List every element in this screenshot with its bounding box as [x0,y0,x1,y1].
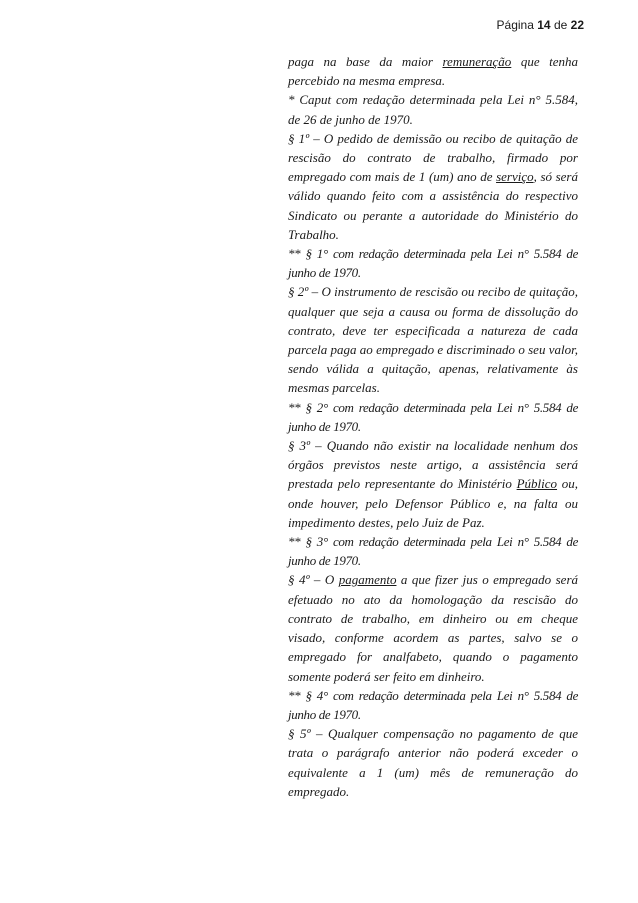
page-number-header [497,18,584,32]
link-remuneracao[interactable]: remuneração [442,54,512,69]
page-label: Página [496,18,534,32]
document-body [288,52,578,801]
note-paragraph-2: ** § 2° com redação determinada pela Lei n° 5.584 de junho de 1970. [288,399,578,434]
note-paragraph-4: ** § 4° com redação determinada pela Lei n° 5.584 de junho de 1970. [288,687,578,722]
current-page-number: 14 [537,18,551,32]
paragraph-4: § 4º – O pagamento a que fizer jus o empregado será efetuado no ato da homologação da rescisão do contrato de trabalho, em dinheiro ou em cheque visado, conforme acordem as partes, salvo se o empregado for analfabeto, quando o pagamento somente poderá ser feito em dinheiro. [288,572,578,684]
paragraph-5: § 5º – Qualquer compensação no pagamento de que trata o parágrafo anterior não poderá exceder o equivalente a 1 (um) mês de remuneração do empregado. [288,726,578,799]
note-caput: * Caput com redação determinada pela Lei n° 5.584, de 26 de junho de 1970. [288,92,578,127]
link-publico[interactable]: Público [516,476,558,492]
paragraph-3: § 3º – Quando não existir na localidade nenhum dos órgãos previstos neste artigo, a assistência será prestada pelo representante do Ministério Público ou, onde houver, pelo Defensor Público e, na falta ou impedimento destes, pelo Juiz de Paz. [288,438,578,530]
paragraph-continuation: paga na base da maior remuneração que tenha percebido na mesma empresa. [288,54,578,89]
note-paragraph-1: ** § 1° com redação determinada pela Lei n° 5.584 de junho de 1970. [288,246,578,281]
paragraph-1: § 1º – O pedido de demissão ou recibo de quitação de rescisão do contrato de trabalho, firmado por empregado com mais de 1 (um) ano de serviço, só será válido quando feito com a assistência do respectivo Sindicato ou perante a autoridade do Ministério do Trabalho. [288,130,578,242]
link-servico[interactable]: serviço [496,169,534,185]
note-paragraph-3: ** § 3° com redação determinada pela Lei n° 5.584 de junho de 1970. [288,534,578,569]
paragraph-2: § 2º – O instrumento de rescisão ou recibo de quitação, qualquer que seja a causa ou forma de dissolução do contrato, deve ter especificada a natureza de cada parcela paga ao empregado e discriminado o seu valor, sendo válida a quitação, apenas, relativamente às mesmas parcelas. [288,284,578,396]
link-pagamento[interactable]: pagamento [338,572,397,588]
total-pages-number: 22 [570,18,584,32]
page-separator: de [553,18,568,32]
